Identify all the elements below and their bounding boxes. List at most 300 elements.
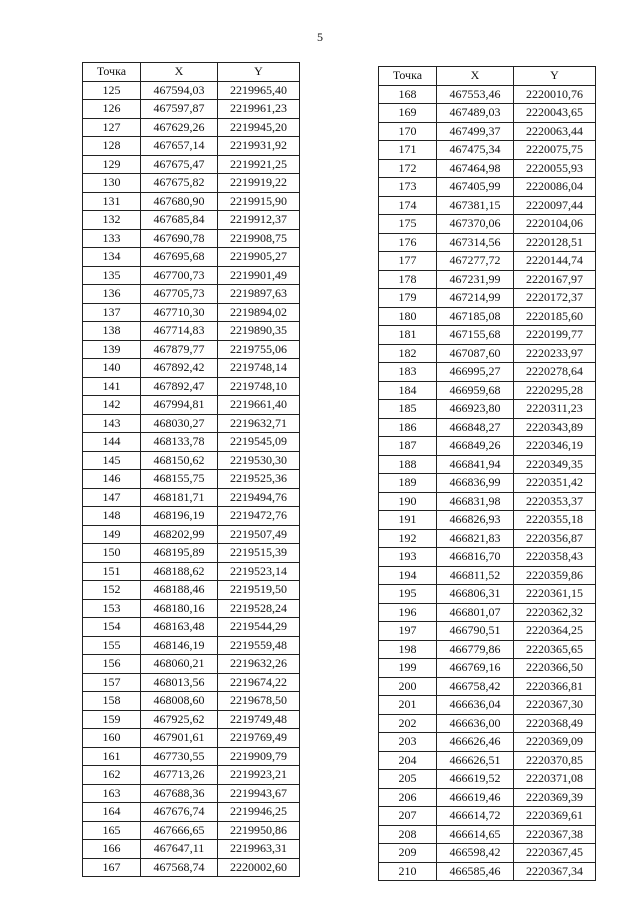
- y-coordinate-cell: 2220367,34: [514, 862, 596, 881]
- x-coordinate-cell: 468180,16: [141, 599, 218, 618]
- y-coordinate-cell: 2220356,87: [514, 529, 596, 548]
- point-number-cell: 182: [379, 344, 437, 363]
- y-coordinate-cell: 2220063,44: [514, 122, 596, 141]
- y-coordinate-cell: 2220366,50: [514, 659, 596, 678]
- table-row: [379, 178, 596, 197]
- x-coordinate-cell: 467568,74: [141, 858, 218, 877]
- table-row: [379, 270, 596, 289]
- table-row: [83, 377, 300, 396]
- x-coordinate-cell: 466614,72: [437, 807, 514, 826]
- table-row: [83, 118, 300, 137]
- point-number-cell: 167: [83, 858, 141, 877]
- table-row: [83, 803, 300, 822]
- point-number-cell: 179: [379, 289, 437, 308]
- point-number-cell: 184: [379, 381, 437, 400]
- y-coordinate-cell: 2219632,26: [218, 655, 300, 674]
- x-coordinate-cell: 467705,73: [141, 285, 218, 304]
- table-row: [379, 511, 596, 530]
- x-coordinate-cell: 467714,83: [141, 322, 218, 341]
- point-number-cell: 135: [83, 266, 141, 285]
- y-coordinate-cell: 2219530,30: [218, 451, 300, 470]
- y-coordinate-cell: 2220075,75: [514, 141, 596, 160]
- y-coordinate-cell: 2219507,49: [218, 525, 300, 544]
- y-coordinate-cell: 2219748,10: [218, 377, 300, 396]
- table-row: [83, 581, 300, 600]
- coordinates-table-left: [82, 62, 300, 877]
- point-number-cell: 145: [83, 451, 141, 470]
- point-number-cell: 190: [379, 492, 437, 511]
- y-coordinate-cell: 2219905,27: [218, 248, 300, 267]
- point-number-cell: 126: [83, 100, 141, 119]
- x-coordinate-cell: 467690,78: [141, 229, 218, 248]
- y-coordinate-cell: 2219901,49: [218, 266, 300, 285]
- x-coordinate-cell: 466831,98: [437, 492, 514, 511]
- table-row: [83, 562, 300, 581]
- y-coordinate-cell: 2219923,21: [218, 766, 300, 785]
- x-coordinate-cell: 466626,51: [437, 751, 514, 770]
- x-coordinate-cell: 467475,34: [437, 141, 514, 160]
- table-row: [83, 470, 300, 489]
- x-coordinate-cell: 467666,65: [141, 821, 218, 840]
- table-row: [379, 733, 596, 752]
- point-number-cell: 192: [379, 529, 437, 548]
- x-coordinate-cell: 468013,56: [141, 673, 218, 692]
- y-coordinate-cell: 2220295,28: [514, 381, 596, 400]
- y-coordinate-cell: 2219945,20: [218, 118, 300, 137]
- table-row: [379, 252, 596, 271]
- table-row: [379, 585, 596, 604]
- point-number-cell: 156: [83, 655, 141, 674]
- y-coordinate-cell: 2220311,23: [514, 400, 596, 419]
- y-coordinate-cell: 2219943,67: [218, 784, 300, 803]
- y-coordinate-cell: 2219890,35: [218, 322, 300, 341]
- y-coordinate-cell: 2219545,09: [218, 433, 300, 452]
- table-row: [83, 488, 300, 507]
- y-coordinate-cell: 2219961,23: [218, 100, 300, 119]
- table-row: [379, 862, 596, 881]
- y-coordinate-cell: 2219528,24: [218, 599, 300, 618]
- y-coordinate-cell: 2220355,18: [514, 511, 596, 530]
- point-number-cell: 159: [83, 710, 141, 729]
- table-row: [379, 437, 596, 456]
- table-header-row: [83, 63, 300, 82]
- column-header-point: Точка: [379, 67, 437, 86]
- x-coordinate-cell: 466821,83: [437, 529, 514, 548]
- y-coordinate-cell: 2219559,48: [218, 636, 300, 655]
- table-row: [379, 344, 596, 363]
- table-row: [379, 529, 596, 548]
- x-coordinate-cell: 466848,27: [437, 418, 514, 437]
- x-coordinate-cell: 467594,03: [141, 81, 218, 100]
- point-number-cell: 205: [379, 770, 437, 789]
- y-coordinate-cell: 2220362,32: [514, 603, 596, 622]
- point-number-cell: 172: [379, 159, 437, 178]
- x-coordinate-cell: 466923,80: [437, 400, 514, 419]
- point-number-cell: 164: [83, 803, 141, 822]
- x-coordinate-cell: 467688,36: [141, 784, 218, 803]
- table-row: [379, 696, 596, 715]
- point-number-cell: 161: [83, 747, 141, 766]
- table-row: [83, 137, 300, 156]
- point-number-cell: 200: [379, 677, 437, 696]
- point-number-cell: 152: [83, 581, 141, 600]
- y-coordinate-cell: 2220043,65: [514, 104, 596, 123]
- x-coordinate-cell: 467675,82: [141, 174, 218, 193]
- table-row: [83, 599, 300, 618]
- y-coordinate-cell: 2220346,19: [514, 437, 596, 456]
- x-coordinate-cell: 468030,27: [141, 414, 218, 433]
- table-row: [379, 751, 596, 770]
- table-row: [83, 100, 300, 119]
- point-number-cell: 174: [379, 196, 437, 215]
- table-header-row: [379, 67, 596, 86]
- y-coordinate-cell: 2219894,02: [218, 303, 300, 322]
- table-row: [379, 807, 596, 826]
- y-coordinate-cell: 2219912,37: [218, 211, 300, 230]
- x-coordinate-cell: 466790,51: [437, 622, 514, 641]
- point-number-cell: 128: [83, 137, 141, 156]
- y-coordinate-cell: 2220002,60: [218, 858, 300, 877]
- y-coordinate-cell: 2220359,86: [514, 566, 596, 585]
- x-coordinate-cell: 468150,62: [141, 451, 218, 470]
- point-number-cell: 178: [379, 270, 437, 289]
- x-coordinate-cell: 467713,26: [141, 766, 218, 785]
- y-coordinate-cell: 2220199,77: [514, 326, 596, 345]
- table-row: [83, 322, 300, 341]
- x-coordinate-cell: 466849,26: [437, 437, 514, 456]
- table-row: [379, 418, 596, 437]
- y-coordinate-cell: 2219674,22: [218, 673, 300, 692]
- point-number-cell: 125: [83, 81, 141, 100]
- point-number-cell: 162: [83, 766, 141, 785]
- y-coordinate-cell: 2220351,42: [514, 474, 596, 493]
- point-number-cell: 209: [379, 844, 437, 863]
- y-coordinate-cell: 2220278,64: [514, 363, 596, 382]
- x-coordinate-cell: 468133,78: [141, 433, 218, 452]
- point-number-cell: 188: [379, 455, 437, 474]
- y-coordinate-cell: 2219544,29: [218, 618, 300, 637]
- y-coordinate-cell: 2219931,92: [218, 137, 300, 156]
- point-number-cell: 155: [83, 636, 141, 655]
- x-coordinate-cell: 467277,72: [437, 252, 514, 271]
- y-coordinate-cell: 2219963,31: [218, 840, 300, 859]
- y-coordinate-cell: 2220368,49: [514, 714, 596, 733]
- table-row: [83, 192, 300, 211]
- x-coordinate-cell: 467695,68: [141, 248, 218, 267]
- x-coordinate-cell: 468188,62: [141, 562, 218, 581]
- y-coordinate-cell: 2220371,08: [514, 770, 596, 789]
- x-coordinate-cell: 466614,65: [437, 825, 514, 844]
- point-number-cell: 130: [83, 174, 141, 193]
- x-coordinate-cell: 467700,73: [141, 266, 218, 285]
- y-coordinate-cell: 2220361,15: [514, 585, 596, 604]
- y-coordinate-cell: 2220369,39: [514, 788, 596, 807]
- x-coordinate-cell: 466636,00: [437, 714, 514, 733]
- table-row: [379, 141, 596, 160]
- x-coordinate-cell: 467214,99: [437, 289, 514, 308]
- y-coordinate-cell: 2219769,49: [218, 729, 300, 748]
- y-coordinate-cell: 2220358,43: [514, 548, 596, 567]
- x-coordinate-cell: 468188,46: [141, 581, 218, 600]
- x-coordinate-cell: 467489,03: [437, 104, 514, 123]
- table-row: [379, 622, 596, 641]
- point-number-cell: 199: [379, 659, 437, 678]
- point-number-cell: 134: [83, 248, 141, 267]
- x-coordinate-cell: 467553,46: [437, 85, 514, 104]
- table-row: [379, 844, 596, 863]
- point-number-cell: 191: [379, 511, 437, 530]
- table-row: [379, 326, 596, 345]
- x-coordinate-cell: 467892,42: [141, 359, 218, 378]
- point-number-cell: 180: [379, 307, 437, 326]
- x-coordinate-cell: 467710,30: [141, 303, 218, 322]
- table-row: [379, 196, 596, 215]
- point-number-cell: 140: [83, 359, 141, 378]
- point-number-cell: 202: [379, 714, 437, 733]
- y-coordinate-cell: 2220086,04: [514, 178, 596, 197]
- y-coordinate-cell: 2220144,74: [514, 252, 596, 271]
- x-coordinate-cell: 467879,77: [141, 340, 218, 359]
- y-coordinate-cell: 2220055,93: [514, 159, 596, 178]
- point-number-cell: 129: [83, 155, 141, 174]
- table-row: [379, 677, 596, 696]
- table-row: [83, 655, 300, 674]
- table-row: [379, 548, 596, 567]
- y-coordinate-cell: 2219919,22: [218, 174, 300, 193]
- column-header-y: Y: [514, 67, 596, 86]
- table-row: [379, 104, 596, 123]
- y-coordinate-cell: 2220366,81: [514, 677, 596, 696]
- x-coordinate-cell: 467925,62: [141, 710, 218, 729]
- point-number-cell: 175: [379, 215, 437, 234]
- point-number-cell: 208: [379, 825, 437, 844]
- point-number-cell: 157: [83, 673, 141, 692]
- point-number-cell: 149: [83, 525, 141, 544]
- point-number-cell: 187: [379, 437, 437, 456]
- point-number-cell: 194: [379, 566, 437, 585]
- x-coordinate-cell: 466636,04: [437, 696, 514, 715]
- y-coordinate-cell: 2220172,37: [514, 289, 596, 308]
- y-coordinate-cell: 2219950,86: [218, 821, 300, 840]
- table-row: [83, 821, 300, 840]
- x-coordinate-cell: 466585,46: [437, 862, 514, 881]
- table-row: [379, 825, 596, 844]
- point-number-cell: 153: [83, 599, 141, 618]
- point-number-cell: 170: [379, 122, 437, 141]
- point-number-cell: 201: [379, 696, 437, 715]
- column-header-x: X: [437, 67, 514, 86]
- y-coordinate-cell: 2219523,14: [218, 562, 300, 581]
- point-number-cell: 193: [379, 548, 437, 567]
- table-row: [379, 400, 596, 419]
- table-row: [83, 673, 300, 692]
- point-number-cell: 210: [379, 862, 437, 881]
- point-number-cell: 173: [379, 178, 437, 197]
- x-coordinate-cell: 467185,08: [437, 307, 514, 326]
- y-coordinate-cell: 2219946,25: [218, 803, 300, 822]
- point-number-cell: 198: [379, 640, 437, 659]
- point-number-cell: 132: [83, 211, 141, 230]
- y-coordinate-cell: 2220097,44: [514, 196, 596, 215]
- table-row: [379, 363, 596, 382]
- y-coordinate-cell: 2219915,90: [218, 192, 300, 211]
- y-coordinate-cell: 2219749,48: [218, 710, 300, 729]
- table-row: [83, 618, 300, 637]
- table-row: [83, 710, 300, 729]
- x-coordinate-cell: 467685,84: [141, 211, 218, 230]
- point-number-cell: 148: [83, 507, 141, 526]
- y-coordinate-cell: 2220365,65: [514, 640, 596, 659]
- x-coordinate-cell: 467657,14: [141, 137, 218, 156]
- y-coordinate-cell: 2219678,50: [218, 692, 300, 711]
- table-row: [83, 174, 300, 193]
- table-row: [83, 692, 300, 711]
- y-coordinate-cell: 2220349,35: [514, 455, 596, 474]
- table-row: [379, 381, 596, 400]
- point-number-cell: 166: [83, 840, 141, 859]
- x-coordinate-cell: 466816,70: [437, 548, 514, 567]
- point-number-cell: 177: [379, 252, 437, 271]
- y-coordinate-cell: 2220128,51: [514, 233, 596, 252]
- point-number-cell: 171: [379, 141, 437, 160]
- point-number-cell: 158: [83, 692, 141, 711]
- point-number-cell: 150: [83, 544, 141, 563]
- table-row: [379, 455, 596, 474]
- x-coordinate-cell: 467892,47: [141, 377, 218, 396]
- y-coordinate-cell: 2220364,25: [514, 622, 596, 641]
- table-row: [83, 211, 300, 230]
- y-coordinate-cell: 2220343,89: [514, 418, 596, 437]
- x-coordinate-cell: 466619,46: [437, 788, 514, 807]
- table-row: [83, 155, 300, 174]
- point-number-cell: 142: [83, 396, 141, 415]
- table-row: [83, 747, 300, 766]
- point-number-cell: 163: [83, 784, 141, 803]
- y-coordinate-cell: 2219908,75: [218, 229, 300, 248]
- point-number-cell: 176: [379, 233, 437, 252]
- table-row: [83, 81, 300, 100]
- table-row: [83, 840, 300, 859]
- point-number-cell: 168: [379, 85, 437, 104]
- column-header-x: X: [141, 63, 218, 82]
- table-row: [83, 359, 300, 378]
- x-coordinate-cell: 467314,56: [437, 233, 514, 252]
- x-coordinate-cell: 467675,47: [141, 155, 218, 174]
- x-coordinate-cell: 466779,86: [437, 640, 514, 659]
- y-coordinate-cell: 2220010,76: [514, 85, 596, 104]
- column-header-y: Y: [218, 63, 300, 82]
- table-row: [83, 636, 300, 655]
- y-coordinate-cell: 2220367,30: [514, 696, 596, 715]
- x-coordinate-cell: 466811,52: [437, 566, 514, 585]
- x-coordinate-cell: 466826,93: [437, 511, 514, 530]
- x-coordinate-cell: 468163,48: [141, 618, 218, 637]
- table-row: [83, 266, 300, 285]
- y-coordinate-cell: 2220353,37: [514, 492, 596, 511]
- y-coordinate-cell: 2220185,60: [514, 307, 596, 326]
- point-number-cell: 133: [83, 229, 141, 248]
- point-number-cell: 154: [83, 618, 141, 637]
- table-row: [83, 303, 300, 322]
- x-coordinate-cell: 466959,68: [437, 381, 514, 400]
- point-number-cell: 196: [379, 603, 437, 622]
- point-number-cell: 160: [83, 729, 141, 748]
- table-row: [379, 233, 596, 252]
- y-coordinate-cell: 2220370,85: [514, 751, 596, 770]
- point-number-cell: 169: [379, 104, 437, 123]
- y-coordinate-cell: 2219748,14: [218, 359, 300, 378]
- table-row: [83, 340, 300, 359]
- y-coordinate-cell: 2219965,40: [218, 81, 300, 100]
- table-row: [379, 492, 596, 511]
- point-number-cell: 195: [379, 585, 437, 604]
- table-row: [379, 659, 596, 678]
- y-coordinate-cell: 2220104,06: [514, 215, 596, 234]
- x-coordinate-cell: 466619,52: [437, 770, 514, 789]
- column-header-point: Точка: [83, 63, 141, 82]
- table-row: [83, 784, 300, 803]
- x-coordinate-cell: 466836,99: [437, 474, 514, 493]
- point-number-cell: 144: [83, 433, 141, 452]
- x-coordinate-cell: 467901,61: [141, 729, 218, 748]
- y-coordinate-cell: 2219632,71: [218, 414, 300, 433]
- point-number-cell: 186: [379, 418, 437, 437]
- table-row: [83, 507, 300, 526]
- y-coordinate-cell: 2219472,76: [218, 507, 300, 526]
- table-row: [83, 229, 300, 248]
- table-row: [379, 122, 596, 141]
- y-coordinate-cell: 2220367,45: [514, 844, 596, 863]
- x-coordinate-cell: 466801,07: [437, 603, 514, 622]
- table-row: [83, 858, 300, 877]
- x-coordinate-cell: 467499,37: [437, 122, 514, 141]
- point-number-cell: 189: [379, 474, 437, 493]
- x-coordinate-cell: 467464,98: [437, 159, 514, 178]
- y-coordinate-cell: 2219661,40: [218, 396, 300, 415]
- table-row: [379, 289, 596, 308]
- point-number-cell: 138: [83, 322, 141, 341]
- point-number-cell: 185: [379, 400, 437, 419]
- x-coordinate-cell: 466598,42: [437, 844, 514, 863]
- point-number-cell: 137: [83, 303, 141, 322]
- y-coordinate-cell: 2219494,76: [218, 488, 300, 507]
- x-coordinate-cell: 467680,90: [141, 192, 218, 211]
- y-coordinate-cell: 2219519,50: [218, 581, 300, 600]
- table-row: [83, 451, 300, 470]
- y-coordinate-cell: 2220233,97: [514, 344, 596, 363]
- point-number-cell: 181: [379, 326, 437, 345]
- table-row: [83, 729, 300, 748]
- x-coordinate-cell: 467231,99: [437, 270, 514, 289]
- table-row: [83, 396, 300, 415]
- x-coordinate-cell: 468181,71: [141, 488, 218, 507]
- point-number-cell: 139: [83, 340, 141, 359]
- x-coordinate-cell: 466806,31: [437, 585, 514, 604]
- x-coordinate-cell: 468202,99: [141, 525, 218, 544]
- table-row: [379, 215, 596, 234]
- x-coordinate-cell: 467155,68: [437, 326, 514, 345]
- x-coordinate-cell: 468195,89: [141, 544, 218, 563]
- x-coordinate-cell: 467370,06: [437, 215, 514, 234]
- point-number-cell: 197: [379, 622, 437, 641]
- table-row: [379, 603, 596, 622]
- x-coordinate-cell: 467381,15: [437, 196, 514, 215]
- x-coordinate-cell: 468008,60: [141, 692, 218, 711]
- x-coordinate-cell: 467629,26: [141, 118, 218, 137]
- page-number: 5: [317, 30, 323, 44]
- point-number-cell: 151: [83, 562, 141, 581]
- table-row: [83, 248, 300, 267]
